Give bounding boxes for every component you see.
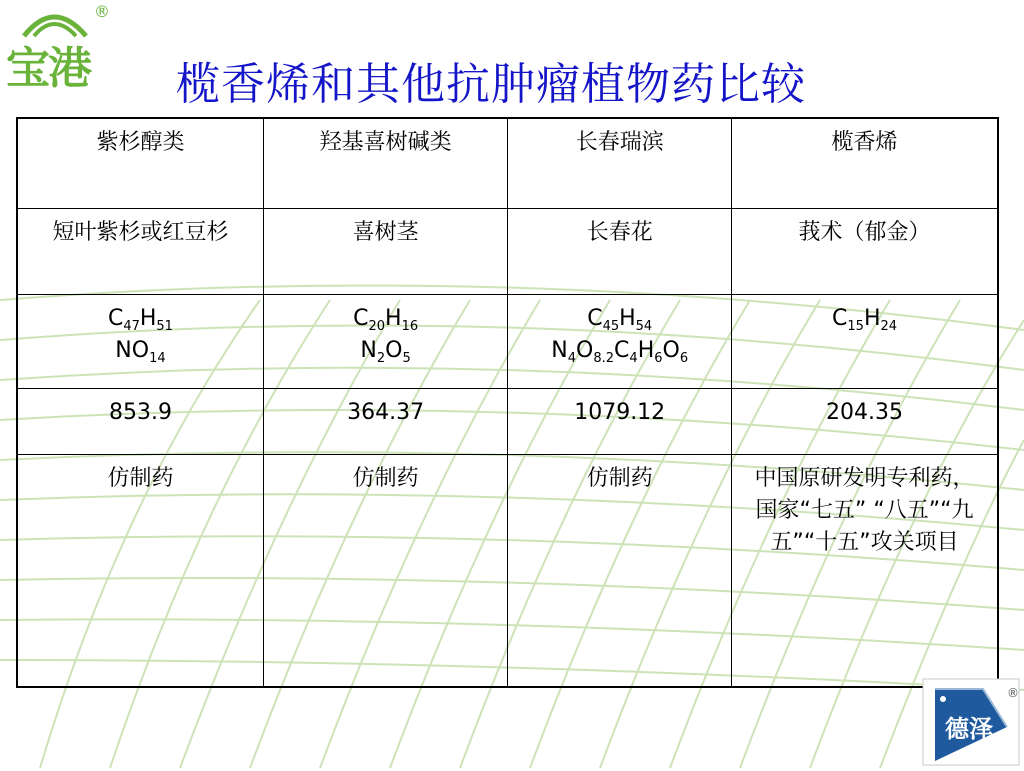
source-cell: 喜树茎 bbox=[263, 208, 507, 294]
formula-line: $C_{15}H_{24}$ bbox=[832, 305, 898, 334]
source-cell: 长春花 bbox=[508, 208, 732, 294]
formula-line: $N_4O_{8.2}C_4H_6O_6$ bbox=[551, 337, 689, 366]
mw-cell-highlight: 204.35 bbox=[732, 388, 998, 454]
formula-line: $C_{20}H_{16}$ bbox=[353, 305, 419, 334]
svg-text:德泽: 德泽 bbox=[945, 715, 993, 743]
formula-cell bbox=[508, 294, 732, 388]
type-cell: 仿制药 bbox=[17, 454, 263, 687]
logo-text: 宝港 bbox=[6, 43, 90, 94]
header-cell: 榄香烯 bbox=[732, 118, 998, 208]
mw-cell: 853.9 bbox=[17, 388, 263, 454]
comparison-table bbox=[16, 117, 999, 688]
table-row-type bbox=[17, 454, 998, 687]
table-row-header bbox=[17, 118, 998, 208]
formula-line: $C_{45}H_{54}$ bbox=[587, 305, 653, 334]
header-cell: 紫杉醇类 bbox=[17, 118, 263, 208]
type-cell: 中国原研发明专利药，国家“七五” “八五”“九五”“十五”攻关项目 bbox=[732, 454, 998, 687]
formula-line: $N_2O_5$ bbox=[360, 337, 411, 366]
formula-cell-highlight bbox=[732, 294, 998, 388]
registered-mark: ® bbox=[94, 2, 110, 21]
type-cell: 仿制药 bbox=[508, 454, 732, 687]
mw-cell: 364.37 bbox=[263, 388, 507, 454]
svg-text:®: ® bbox=[1007, 686, 1019, 700]
header-cell: 长春瑞滨 bbox=[508, 118, 732, 208]
formula-line: $NO_{14}$ bbox=[115, 337, 166, 366]
table-row-source bbox=[17, 208, 998, 294]
secondary-logo bbox=[921, 677, 1021, 767]
table-row-formula bbox=[17, 294, 998, 388]
brand-badge-icon bbox=[921, 677, 1021, 767]
type-cell: 仿制药 bbox=[263, 454, 507, 687]
formula-line: $C_{47}H_{51}$ bbox=[107, 305, 173, 334]
formula-cell bbox=[17, 294, 263, 388]
formula-cell bbox=[263, 294, 507, 388]
source-cell: 短叶紫杉或红豆杉 bbox=[17, 208, 263, 294]
header-cell: 羟基喜树碱类 bbox=[263, 118, 507, 208]
mw-cell: 1079.12 bbox=[508, 388, 732, 454]
page-title: 榄香烯和其他抗肿瘤植物药比较 bbox=[176, 59, 806, 110]
table-row-mw bbox=[17, 388, 998, 454]
company-logo bbox=[4, 2, 114, 94]
source-cell: 莪术（郁金） bbox=[732, 208, 998, 294]
